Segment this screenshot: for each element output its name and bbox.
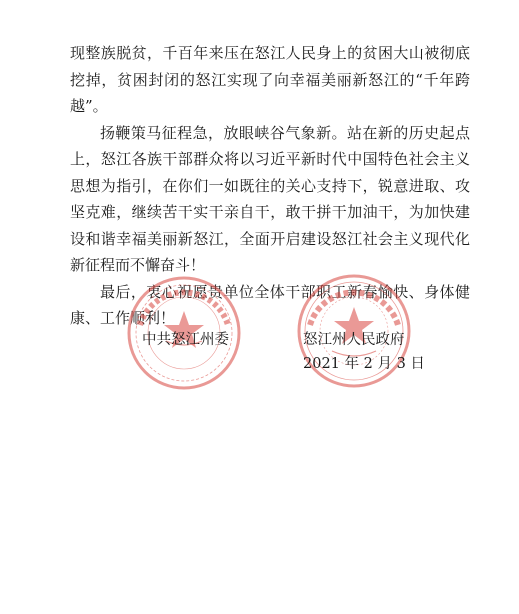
signature-government: 怒江州人民政府	[303, 332, 405, 348]
signature-cpc-committee: 中共怒江州委	[142, 332, 229, 348]
paragraph-continued: 现整族脱贫，千百年来压在怒江人民身上的贫困大山被彻底挖掉，贫困封闭的怒江实现了向幸福美丽新怒江的“千年跨越”。	[70, 44, 470, 115]
paragraph: 扬鞭策马征程急，放眼峡谷气象新。站在新的历史起点上，怒江各族干部群众将以习近平新时代中国特色社会主义思想为指引，在你们一如既往的关心支持下，锐意进取、攻坚克难，继续苦干实干亲自干，敢干拼干加油干，为加快建设和谐幸福美丽新怒江，全面开启建设怒江社会主义现代化新征程而不懈奋斗！	[70, 123, 470, 274]
signature-date: 2021 年 2 月 3 日	[303, 356, 425, 372]
paragraph-closing: 最后，衷心祝愿贵单位全体干部职工新春愉快、身体健康、工作顺利！	[70, 282, 470, 327]
